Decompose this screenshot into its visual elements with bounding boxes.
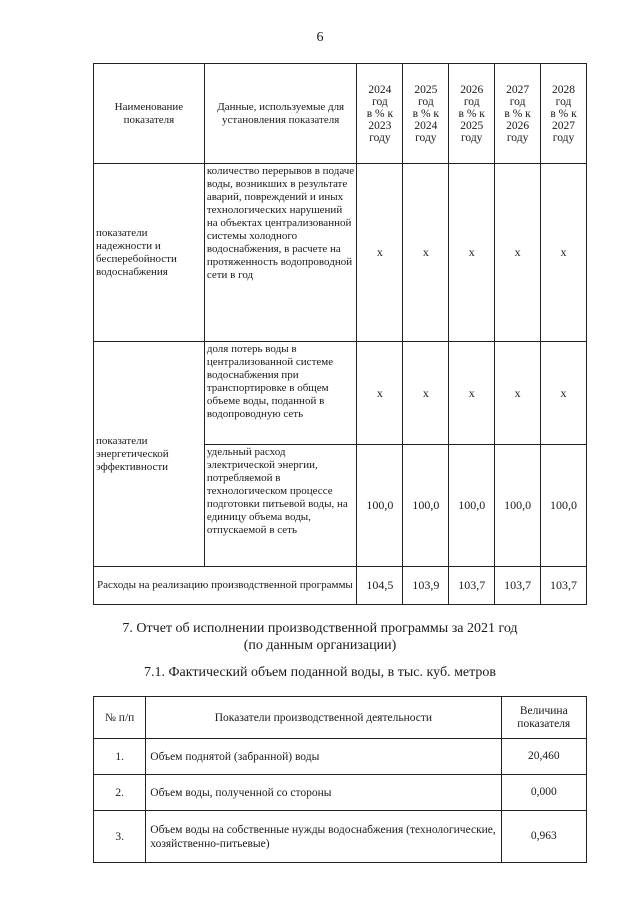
- header-number: № п/п: [94, 697, 146, 739]
- value-cell: 103,7: [541, 567, 587, 605]
- value-cell: 104,5: [357, 567, 403, 605]
- indicators-table: [93, 63, 587, 605]
- header-indicator: Показатели производственной деятельности: [146, 697, 501, 739]
- header-data-used: Данные, используемые для установления показателя: [204, 64, 357, 164]
- row-value: 0,963: [501, 811, 586, 863]
- section-7-heading: 7. Отчет об исполнении производственной программы за 2021 год (по данным организации): [122, 621, 518, 653]
- row-indicator: Объем воды на собственные нужды водоснабжения (технологические, хозяйственно-питьевые): [146, 811, 501, 863]
- row-indicator: Объем поднятой (забранной) воды: [146, 739, 501, 775]
- expenses-label: Расходы на реализацию производственной программы: [94, 567, 357, 605]
- section-7-1-heading: 7.1. Фактический объем поданной воды, в тыс. куб. метров: [143, 665, 497, 680]
- value-cell: x: [449, 164, 495, 342]
- table-header-row: [94, 64, 587, 164]
- table-row: [94, 775, 587, 811]
- data-water-losses: доля потерь воды в централизованной системе водоснабжения при транспортировке в общем объеме воды, поданной в водопроводную сеть: [204, 342, 357, 445]
- row-value: 20,460: [501, 739, 586, 775]
- table-header-row: [94, 697, 587, 739]
- header-year-2027: 2027 год в % к 2026 году: [495, 64, 541, 164]
- water-volume-table: [93, 696, 587, 863]
- value-cell: x: [357, 342, 403, 445]
- value-cell: x: [357, 164, 403, 342]
- table-row: [94, 739, 587, 775]
- indicator-reliability: показатели надежности и бесперебойности водоснабжения: [94, 164, 205, 342]
- value-cell: 100,0: [403, 445, 449, 567]
- table-row: [94, 811, 587, 863]
- table-row-water-losses: [94, 342, 587, 445]
- value-cell: x: [403, 342, 449, 445]
- table-row-reliability: [94, 164, 587, 342]
- table-row-expenses: [94, 567, 587, 605]
- data-reliability: количество перерывов в подаче воды, возникших в результате аварий, повреждений и иных технологических нарушений на объектах централизованной системы холодного водоснабжения, в расчете на протяженность водопроводной сети в год: [204, 164, 357, 342]
- header-year-2024: 2024 год в % к 2023 году: [357, 64, 403, 164]
- value-cell: x: [541, 342, 587, 445]
- header-year-2028: 2028 год в % к 2027 году: [541, 64, 587, 164]
- header-year-2025: 2025 год в % к 2024 году: [403, 64, 449, 164]
- value-cell: 100,0: [357, 445, 403, 567]
- value-cell: x: [449, 342, 495, 445]
- header-year-2026: 2026 год в % к 2025 году: [449, 64, 495, 164]
- indicator-energy-efficiency: показатели энергетической эффективности: [94, 342, 205, 567]
- value-cell: 103,9: [403, 567, 449, 605]
- row-number: 3.: [94, 811, 146, 863]
- row-indicator: Объем воды, полученной со стороны: [146, 775, 501, 811]
- value-cell: x: [403, 164, 449, 342]
- page-number: 6: [316, 30, 324, 45]
- row-number: 1.: [94, 739, 146, 775]
- value-cell: x: [495, 342, 541, 445]
- data-electricity: удельный расход электрической энергии, потребляемой в технологическом процессе подготовки питьевой воды, на единицу объема воды, отпускаемой в сеть: [204, 445, 357, 567]
- value-cell: 103,7: [495, 567, 541, 605]
- value-cell: x: [495, 164, 541, 342]
- value-cell: 100,0: [495, 445, 541, 567]
- value-cell: 100,0: [449, 445, 495, 567]
- header-indicator-name: Наименование показателя: [94, 64, 205, 164]
- header-value: Величина показателя: [501, 697, 586, 739]
- value-cell: 100,0: [541, 445, 587, 567]
- row-value: 0,000: [501, 775, 586, 811]
- value-cell: x: [541, 164, 587, 342]
- row-number: 2.: [94, 775, 146, 811]
- value-cell: 103,7: [449, 567, 495, 605]
